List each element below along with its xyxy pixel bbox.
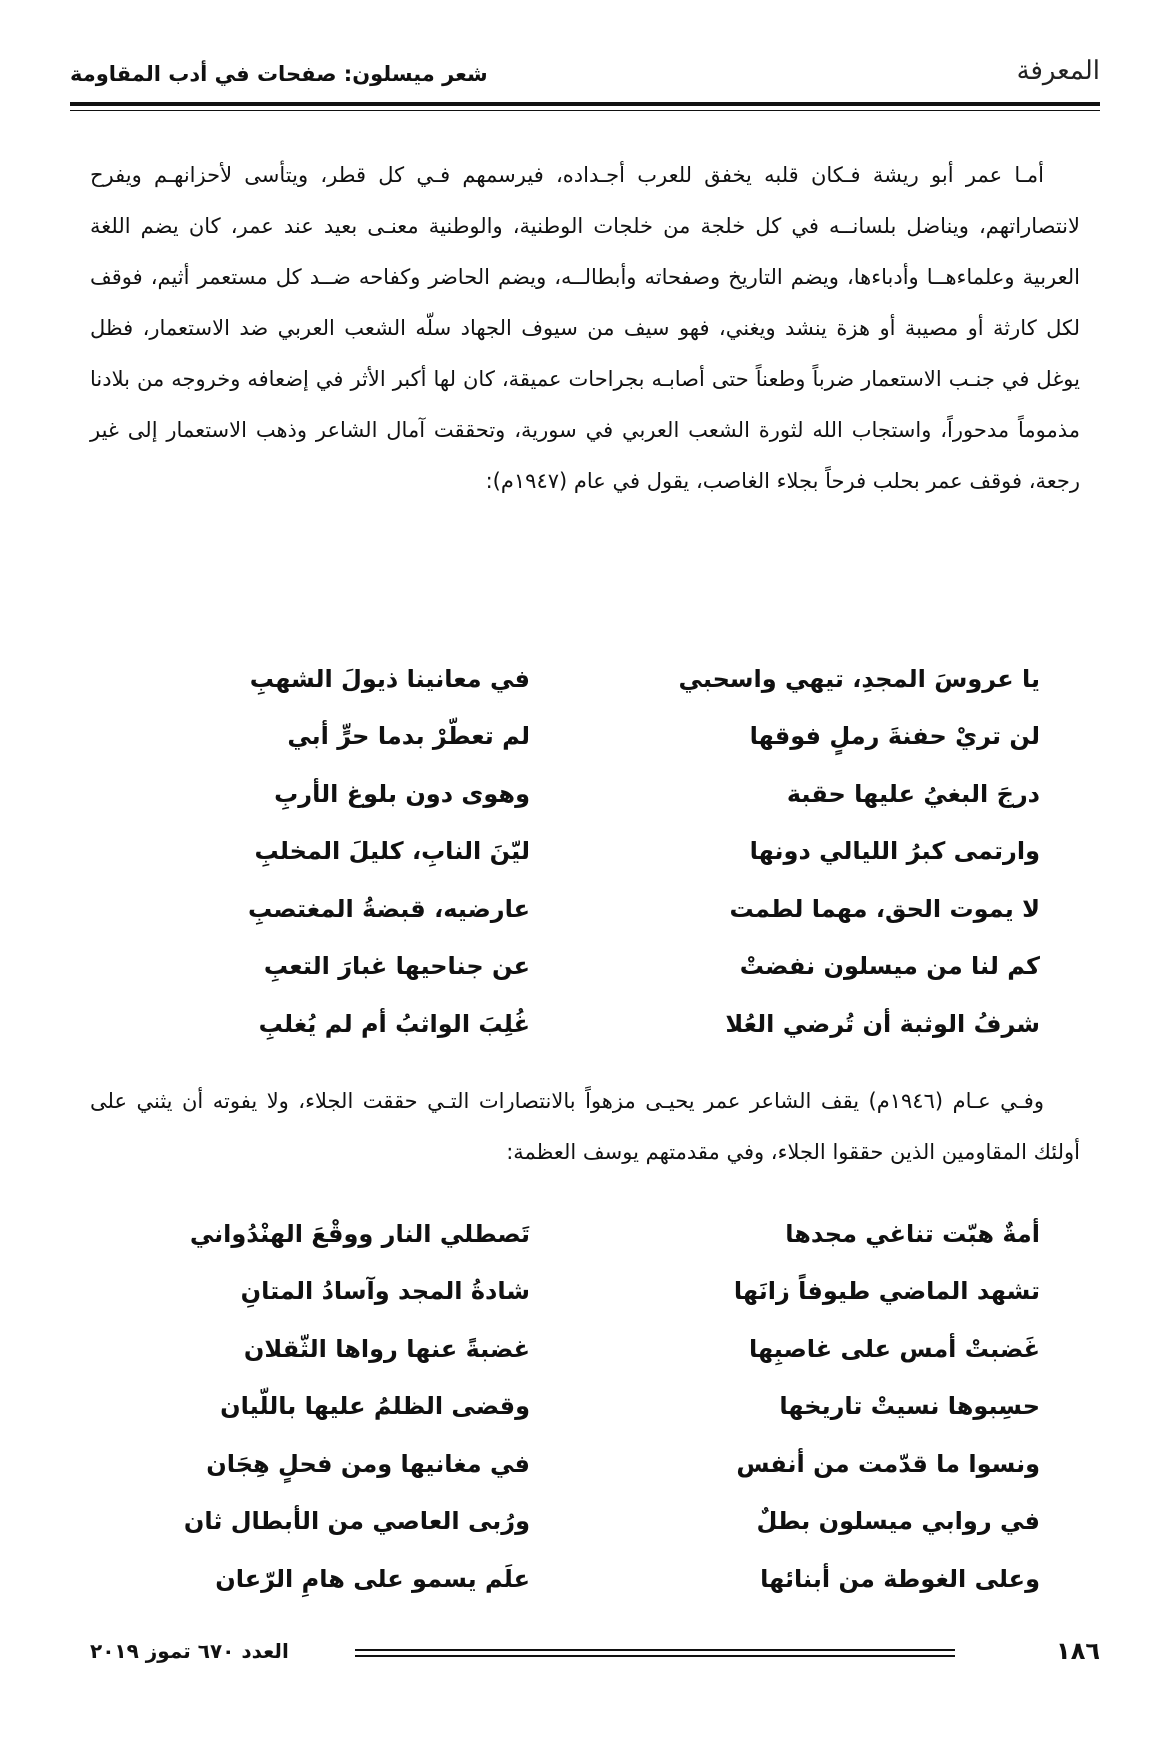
journal-logo: المعرفة	[1016, 56, 1100, 86]
hemistich-second: غضبةً عنها رواها الثّقلان	[243, 1334, 530, 1363]
hemistich-first: وعلى الغوطة من أبنائها	[760, 1564, 1040, 1593]
hemistich-first: غَضبتْ أمس على غاصبِها	[748, 1334, 1040, 1363]
hemistich-second: غُلِبَ الواثبُ أم لم يُغلبِ	[258, 1009, 530, 1038]
verse	[130, 1263, 1040, 1321]
hemistich-first: حسِبوها نسيتْ تاريخها	[779, 1392, 1040, 1421]
hemistich-first: يا عروسَ المجدِ، تيهي واسحبي	[678, 664, 1040, 693]
verse	[130, 1320, 1040, 1378]
hemistich-first: أمةٌ هبّت تناغي مجدها	[785, 1219, 1040, 1248]
hemistich-second: تَصطلي النار ووقْعَ الهنْدُواني	[189, 1219, 530, 1248]
header-rule-thin	[70, 110, 1100, 111]
hemistich-first: تشهد الماضي طيوفاً زانَها	[733, 1277, 1040, 1306]
hemistich-second: ليّنَ النابِ، كليلَ المخلبِ	[254, 837, 530, 866]
verse	[130, 1550, 1040, 1608]
verse	[130, 708, 1040, 766]
verse	[130, 938, 1040, 996]
hemistich-second: ورُبى العاصي من الأبطال ثان	[183, 1507, 530, 1536]
verse	[130, 1378, 1040, 1436]
hemistich-first: كم لنا من ميسلون نفضتْ	[739, 952, 1040, 981]
hemistich-second: عن جناحيها غبارَ التعبِ	[263, 952, 530, 981]
page-header	[70, 52, 1100, 112]
verse	[130, 1493, 1040, 1551]
poem-1	[130, 650, 1040, 1053]
hemistich-first: درجَ البغيُ عليها حقبة	[786, 779, 1040, 808]
poem-2	[130, 1205, 1040, 1608]
page-footer	[70, 1635, 1100, 1675]
hemistich-second: في معانينا ذيولَ الشهبِ	[249, 664, 530, 693]
hemistich-first: شرفُ الوثبة أن تُرضي العُلا	[725, 1009, 1040, 1038]
hemistich-second: عارضيه، قبضةُ المغتصبِ	[247, 894, 530, 923]
verse	[130, 765, 1040, 823]
verse	[130, 995, 1040, 1053]
hemistich-first: ونسوا ما قدّمت من أنفس	[736, 1449, 1040, 1478]
hemistich-second: وهوى دون بلوغ الأربِ	[274, 779, 530, 808]
paragraph-text: وفـي عـام (١٩٤٦م) يقف الشاعر عمر يحيـى مزهواً بالانتصارات التـي حققت الجلاء، ولا يفوته أن يثني على أولئك المقاومين الذين حققوا الجلاء، وفي مقدمتهم يوسف العظمة:	[90, 1089, 1080, 1164]
hemistich-second: لم تعطّرْ بدما حرٍّ أبي	[287, 722, 530, 751]
verse	[130, 650, 1040, 708]
verse	[130, 1435, 1040, 1493]
hemistich-first: لن تريْ حفنةَ رملٍ فوقها	[749, 722, 1040, 751]
footer-rule	[355, 1649, 955, 1651]
hemistich-first: في روابي ميسلون بطلٌ	[756, 1507, 1040, 1536]
verse	[130, 823, 1040, 881]
verse	[130, 880, 1040, 938]
hemistich-second: في مغانيها ومن فحلٍ هِجَان	[206, 1449, 530, 1478]
verse	[130, 1205, 1040, 1263]
hemistich-second: شادةُ المجد وآسادُ المتانِ	[240, 1277, 530, 1306]
hemistich-second: علَم يسمو على هامِ الرّعان	[215, 1564, 530, 1593]
page-number: ١٨٦	[1056, 1637, 1100, 1665]
footer-rule	[355, 1655, 955, 1657]
paragraph-text: أمـا عمر أبو ريشة فـكان قلبه يخفق للعرب أجـداده، فيرسمهم فـي كل قطر، ويتأسى لأحزانهـم ويفرح لانتصاراتهم، ويناضل بلسانــه في كل خلجة من خلجات الوطنية، والوطنية معنـى بعيد عند عمر، كان يضم اللغة العربية وعلماءهــا وأدباءها، ويضم التاريخ وصفحاته وأبطالــه، ويضم الحاضر وكفاحه ضــد كل مستعمر أثيم، فوقف لكل كارثة أو مصيبة أو هزة ينشد ويغني، فهو سيف من سيوف الجهاد سلّه الشعب العربي ضد الاستعمار، فظل يوغل في جنـب الاستعمار ضرباً وطعناً حتى أصابـه بجراحات عميقة، كان لها أكبر الأثر في إضعافه وخروجه من بلادنا مذموماً مدحوراً، واستجاب الله لثورة الشعب العربي في سورية، وتحققت آمال الشاعر وذهب الاستعمار إلى غير رجعة، فوقف عمر بحلب فرحاً بجلاء الغاصب، يقول في عام (١٩٤٧م):	[90, 163, 1080, 493]
issue-info: العدد ٦٧٠ تموز ٢٠١٩	[90, 1639, 289, 1663]
header-rule-thick	[70, 102, 1100, 106]
hemistich-first: وارتمى كبرُ الليالي دونها	[749, 837, 1040, 866]
hemistich-first: لا يموت الحق، مهما لطمت	[729, 894, 1040, 923]
body-paragraph-2	[90, 1076, 1080, 1178]
body-paragraph-1	[90, 150, 1080, 507]
running-title: شعر ميسلون: صفحات في أدب المقاومة	[70, 62, 488, 86]
hemistich-second: وقضى الظلمُ عليها باللّيان	[220, 1392, 530, 1421]
